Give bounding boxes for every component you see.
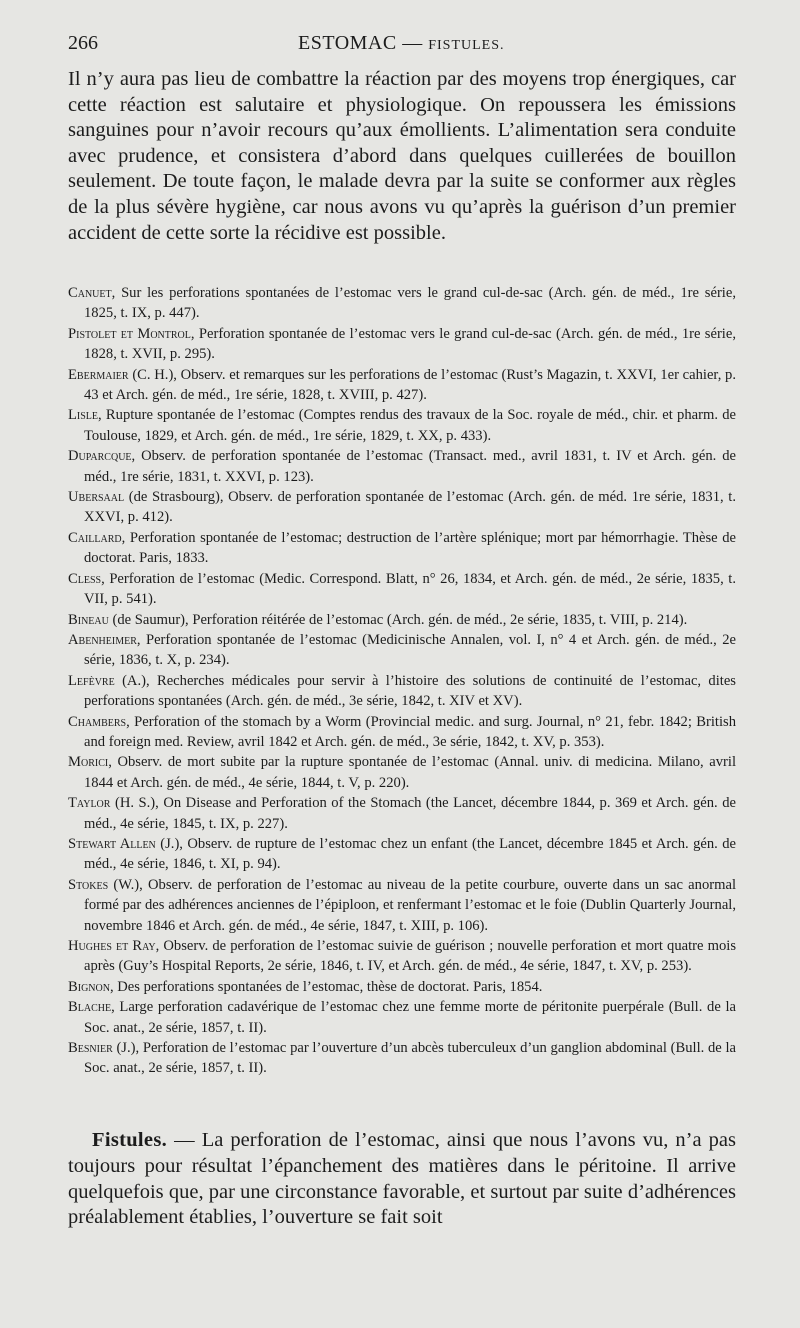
reference-author: Chambers, bbox=[68, 713, 130, 730]
reference-author: Canuet, bbox=[68, 285, 116, 301]
page-number: 266 bbox=[68, 32, 98, 54]
reference-text: Sur les perforations spontanées de l’estomac vers le grand cul-de-sac (Arch. gén. de méd., 1re série, 1825, t. IX, p. 447). bbox=[84, 285, 736, 322]
reference-item bbox=[68, 630, 736, 671]
reference-item bbox=[68, 834, 736, 875]
reference-text: Perforation of the stomach by a Worm (Provincial medic. and surg. Journal, n° 21, febr. 1842; British and foreign med. Review, avril 1842 et Arch. gén. de méd., 3e série, 1842, t. XV, p. 353). bbox=[84, 713, 736, 750]
reference-item bbox=[68, 936, 736, 977]
reference-author: Besnier bbox=[68, 1040, 113, 1057]
reference-list bbox=[68, 283, 736, 1079]
reference-text: (H. S.), On Disease and Perforation of the Stomach (the Lancet, décembre 1844, p. 369 et Arch. gén. de méd., 4e série, 1845, t. IX, p. 227). bbox=[84, 795, 736, 832]
reference-item bbox=[68, 569, 736, 610]
reference-item bbox=[68, 875, 736, 936]
reference-author: Hughes et Ray, bbox=[68, 938, 160, 954]
running-header bbox=[68, 32, 736, 58]
fistules-paragraph bbox=[68, 1128, 736, 1231]
reference-item bbox=[68, 752, 736, 793]
fistules-text: — La perforation de l’estomac, ainsi que nous l’avons vu, n’a pas toujours pour résultat l’épanchement des matières dans le péritoine. Il arrive quelquefois que, par une circonstance favorable, et surtout par suite d’adhérences préalablement établies, l’ouverture se fait soit bbox=[68, 1129, 736, 1229]
reference-item bbox=[68, 487, 736, 528]
reference-author: Taylor bbox=[68, 795, 111, 812]
running-title-separator: — bbox=[402, 32, 423, 54]
reference-item bbox=[68, 610, 736, 630]
reference-author: Pistolet et Montrol, bbox=[68, 325, 195, 342]
reference-text: Perforation spontanée de l’estomac vers le grand cul-de-sac (Arch. gén. de méd., 1re série, 1828, t. XVII, p. 295). bbox=[84, 325, 736, 363]
section-heading-fistules: Fistules. bbox=[92, 1129, 168, 1151]
reference-item bbox=[68, 528, 736, 569]
reference-author: Caillard, bbox=[68, 529, 126, 546]
running-title-subtitle: FISTULES. bbox=[428, 38, 505, 53]
reference-text: Perforation de l’estomac (Medic. Correspond. Blatt, n° 26, 1834, et Arch. gén. de méd., 2e série, 1835, t. VII, p. 541). bbox=[84, 570, 736, 608]
reference-author: Ebermaier bbox=[68, 366, 129, 383]
reference-item bbox=[68, 365, 736, 406]
reference-text: (J.), Perforation de l’estomac par l’ouverture d’un abcès tuberculeux d’un ganglion abdominal (Bull. de la Soc. anat., 2e série, 1857, t. II). bbox=[84, 1040, 736, 1077]
reference-author: Duparcque, bbox=[68, 448, 136, 465]
reference-text: (de Saumur), Perforation réitérée de l’estomac (Arch. gén. de méd., 2e série, 1835, t. VIII, p. 214). bbox=[112, 611, 688, 628]
reference-text: Des perforations spontanées de l’estomac, thèse de doctorat. Paris, 1854. bbox=[117, 978, 543, 995]
reference-text: (A.), Recherches médicales pour servir à l’histoire des solutions de continuité de l’estomac, dites perforations spontanées (Arch. gén. de méd., 3e série, 1842, t. XIV et XV). bbox=[84, 672, 736, 710]
reference-item bbox=[68, 671, 736, 712]
reference-text: Observ. de mort subite par la rupture spontanée de l’estomac (Annal. univ. di medicina. Milano, avril 1844 et Arch. gén. de méd., 4e série, 1844, t. V, p. 220). bbox=[84, 754, 736, 791]
reference-author: Abenheimer, bbox=[68, 631, 141, 648]
reference-text: (J.), Observ. de rupture de l’estomac chez un enfant (the Lancet, décembre 1845 et Arch. gén. de méd., 4e série, 1846, t. XI, p. 94). bbox=[84, 835, 737, 873]
reference-item bbox=[68, 283, 736, 324]
reference-text: (C. H.), Observ. et remarques sur les perforations de l’estomac (Rust’s Magazin, t. XXVI, 1er cahier, p. 43 et Arch. gén. de méd., 1re série, 1828, t. XVIII, p. 427). bbox=[84, 366, 736, 404]
reference-text: Large perforation cadavérique de l’estomac chez une femme morte de péritonite puerpérale (Bull. de la Soc. anat., 2e série, 1857, t. II). bbox=[84, 999, 737, 1036]
reference-item bbox=[68, 793, 736, 834]
reference-author: Lisle, bbox=[68, 407, 102, 424]
intro-paragraph: Il n’y aura pas lieu de combattre la réaction par des moyens trop énergiques, car cette réaction est salutaire et physiologique. On repoussera les émissions sanguines pour n’avoir recours qu’aux émollients. L’alimentation sera conduite avec prudence, et consistera d’abord dans quelques cuillerées de bouillon seulement. De toute façon, le malade devra par la suite se conformer aux règles de la plus sévère hygiène, car nous avons vu qu’après la guérison d’un premier accident de cette sorte la récidive est possible. bbox=[68, 68, 736, 244]
reference-text: Perforation spontanée de l’estomac; destruction de l’artère splénique; mort par hémorrhagie. Thèse de doctorat. Paris, 1833. bbox=[84, 529, 736, 567]
reference-author: Morici, bbox=[68, 754, 112, 771]
reference-item bbox=[68, 997, 736, 1038]
reference-text: Perforation spontanée de l’estomac (Medicinische Annalen, vol. I, n° 4 et Arch. gén. de méd., 2e série, 1836, t. X, p. 234). bbox=[84, 631, 736, 669]
reference-item bbox=[68, 977, 736, 997]
reference-author: Ubersaal bbox=[68, 489, 125, 506]
reference-author: Lefèvre bbox=[68, 672, 115, 689]
reference-item bbox=[68, 712, 736, 753]
reference-author: Bignon, bbox=[68, 978, 114, 995]
reference-text: Observ. de perforation spontanée de l’estomac (Transact. med., avril 1831, t. IV et Arch. gén. de méd., 1re série, 1831, t. XXVI, p. 123). bbox=[84, 448, 736, 485]
reference-author: Stewart Allen bbox=[68, 835, 156, 852]
reference-author: Cless, bbox=[68, 570, 105, 587]
reference-text: (W.), Observ. de perforation de l’estomac au niveau de la petite courbure, ouverte dans un sac anormal formé par des adhérences anciennes de l’épiploon, et renfermant l’estomac et le foie (Dublin Quarterly Journal, novembre 1846 et Arch. gén. de méd., 4e série, 1847, t. XIII, p. 106). bbox=[84, 876, 736, 934]
reference-author: Bineau bbox=[68, 611, 109, 628]
reference-author: Stokes bbox=[68, 876, 109, 893]
reference-text: (de Strasbourg), Observ. de perforation spontanée de l’estomac (Arch. gén. de méd. 1re série, 1831, t. XXVI, p. 412). bbox=[84, 489, 736, 526]
reference-item bbox=[68, 1038, 736, 1079]
running-title-main: ESTOMAC bbox=[298, 32, 397, 54]
reference-text: Observ. de perforation de l’estomac suivie de guérison ; nouvelle perforation et mort quatre mois après (Guy’s Hospital Reports, 2e série, 1846, t. IV, et Arch. gén. de méd., 4e série, 1847, t. XV, p. 253). bbox=[84, 938, 736, 975]
reference-author: Blache, bbox=[68, 999, 115, 1016]
reference-text: Rupture spontanée de l’estomac (Comptes rendus des travaux de la Soc. royale de méd., chir. et pharm. de Toulouse, 1829, et Arch. gén. de méd., 1re série, 1829, t. XX, p. 433). bbox=[84, 407, 736, 444]
reference-item bbox=[68, 324, 736, 365]
running-title bbox=[298, 32, 505, 55]
reference-item bbox=[68, 405, 736, 446]
reference-item bbox=[68, 446, 736, 487]
